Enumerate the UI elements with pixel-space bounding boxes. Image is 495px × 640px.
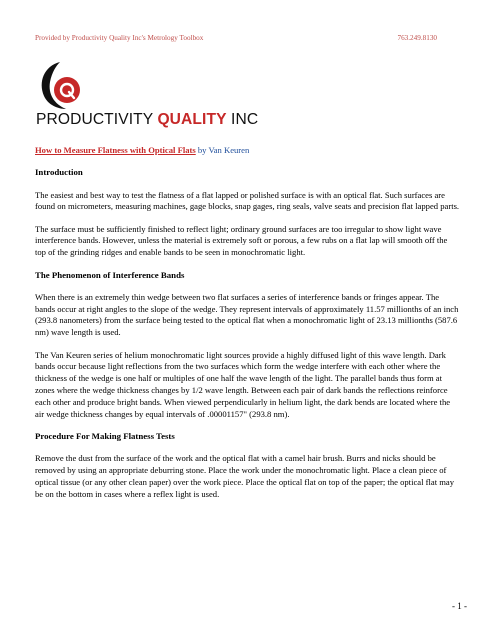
paragraph: When there is an extremely thin wedge between two flat surfaces a series of interference bands or fringes appear. The bands occur at right angles to the slope of the wedge. They represent intervals of approximately 11.57 millionths of an inch (293.8 nanometers) from the surface being tested to the optical flat when a monochromatic light of 23.13 millionths (587.6 nm) wave length is used. (35, 291, 459, 338)
page-number: - 1 - (452, 601, 467, 611)
section-heading-interference-bands: The Phenomenon of Interference Bands (35, 269, 185, 280)
section-heading-introduction: Introduction (35, 167, 83, 178)
section-heading-procedure: Procedure For Making Flatness Tests (35, 430, 175, 441)
paragraph: The surface must be sufficiently finished to reflect light; ordinary ground surfaces are too irregular to show light wave interference bands. However, unless the material is extremely soft or porous, a few rubs on a flat lap will smooth off the top of the grinding ridges and enable bands to be seen in monochromatic light. (35, 223, 448, 258)
document-title (35, 145, 460, 157)
header-phone: 763.249.8130 (397, 34, 437, 42)
logo-text-highlight: QUALITY (157, 111, 227, 128)
logo-text-suffix: INC (226, 111, 259, 128)
logo-wordmark (36, 111, 258, 129)
paragraph: Remove the dust from the surface of the work and the optical flat with a camel hair brush. Burrs and nicks should be removed by using an appropriate deburring stone. Place the work under the monochromatic light. Place a clean piece of optical tissue (or any other clean paper) over the work piece. Place the optical flat on top of the paper; the optical flat may be on the bottom in cases where a reflex light is used. (35, 453, 455, 499)
page-header (35, 34, 437, 46)
title-link[interactable]: How to Measure Flatness with Optical Flats (35, 145, 196, 155)
header-source: Provided by Productivity Quality Inc's Metrology Toolbox (35, 34, 204, 42)
logo-text-prefix: PRODUCTIVITY (36, 111, 158, 128)
paragraph: The easiest and best way to test the flatness of a flat lapped or polished surface is with an optical flat. Such surfaces are found on micrometers, measuring machines, gage blocks, snap gages, ring seals, valve seats and precision flat lapped parts. (35, 189, 460, 212)
company-logo (36, 62, 296, 132)
title-byline: by Van Keuren (195, 145, 250, 155)
logo-emblem-icon (36, 62, 96, 110)
document-body (35, 145, 460, 511)
paragraph: The Van Keuren series of helium monochromatic light sources provide a highly diffused light of this wave length. Dark bands occur because light reflections from the two surfaces which form the wedge interfere with each other where the thickness of the wedge is one half or multiples of one half the wave length of the light. The parallel bands thus form at zones where the wedge thickness changes by 1/2 wave length. Between each pair of dark bands the reflections reinforce each other and produce bright bands. When viewed perpendicularly in helium light, the dark bends are located where the air wedge thickness changes by equal intervals of .00001157" (293.8 nm). (35, 349, 451, 419)
